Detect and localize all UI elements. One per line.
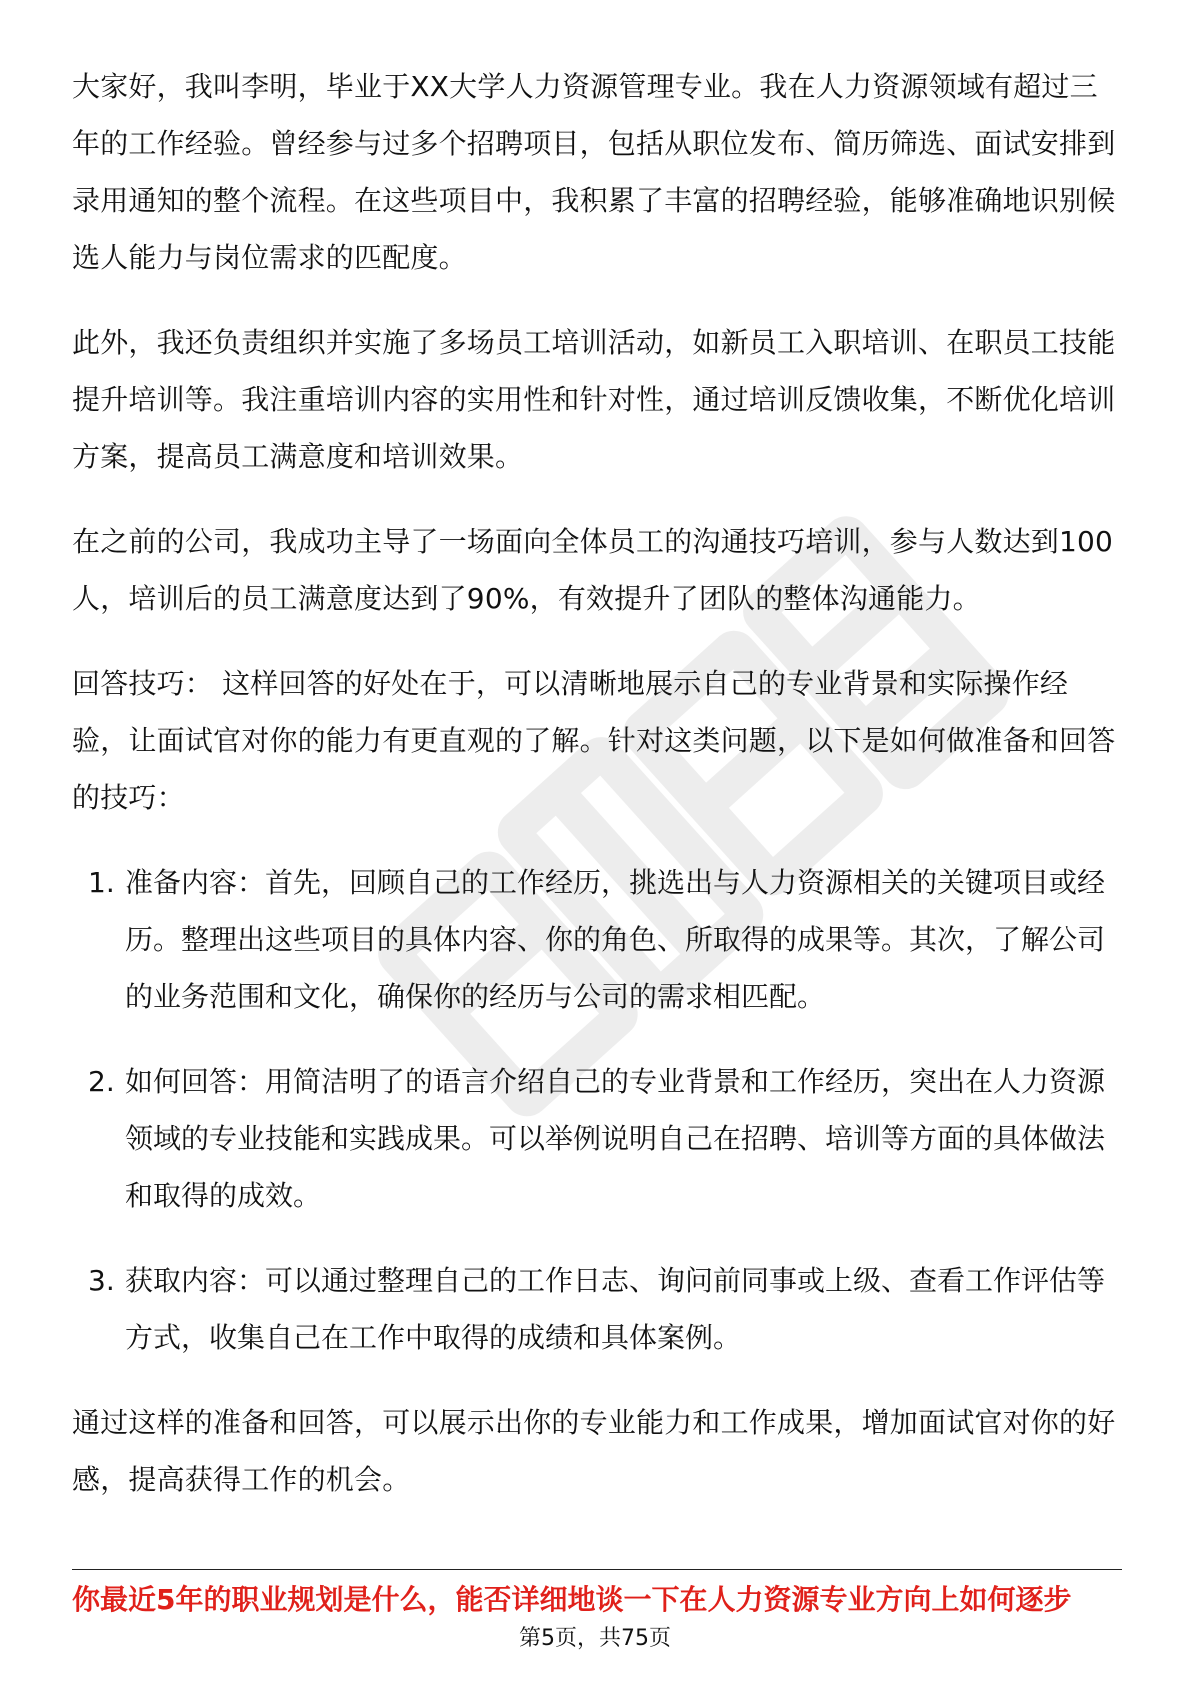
intro-paragraph: 大家好，我叫李明，毕业于XX大学人力资源管理专业。我在人力资源领域有超过三年的工作经验。曾经参与过多个招聘项目，包括从职位发布、简历筛选、面试安排到录用通知的整个流程。在这些项目中，我积累了丰富的招聘经验，能够准确地识别候选人能力与岗位需求的匹配度。 <box>72 70 1116 274</box>
answer-tips-paragraph: 回答技巧： 这样回答的好处在于，可以清晰地展示自己的专业背景和实际操作经验，让面试官对你的能力有更直观的了解。针对这类问题，以下是如何做准备和回答的技巧： <box>72 667 1116 814</box>
list-item <box>72 1053 1122 1224</box>
list-number: 1. <box>88 866 115 899</box>
document-body <box>72 58 1122 1536</box>
list-text: 准备内容：首先，回顾自己的工作经历，挑选出与人力资源相关的关键项目或经历。整理出这些项目的具体内容、你的角色、所取得的成果等。其次，了解公司的业务范围和文化，确保你的经历与公司的需求相匹配。 <box>125 866 1106 1013</box>
next-question-heading: 你最近5年的职业规划是什么，能否详细地谈一下在人力资源专业方向上如何逐步 <box>72 1583 1072 1616</box>
footer-divider <box>72 1569 1122 1570</box>
list-text: 如何回答：用简洁明了的语言介绍自己的专业背景和工作经历，突出在人力资源领域的专业技能和实践成果。可以举例说明自己在招聘、培训等方面的具体做法和取得的成效。 <box>125 1065 1106 1212</box>
list-item <box>72 1252 1122 1366</box>
list-item <box>72 854 1122 1025</box>
list-number: 2. <box>88 1065 115 1098</box>
training-paragraph: 此外，我还负责组织并实施了多场员工培训活动，如新员工入职培训、在职员工技能提升培训等。我注重培训内容的实用性和针对性，通过培训反馈收集，不断优化培训方案，提高员工满意度和培训效果。 <box>72 326 1116 473</box>
page-number: 第5页，共75页 <box>519 1626 671 1651</box>
list-number: 3. <box>88 1264 115 1297</box>
list-text: 获取内容：可以通过整理自己的工作日志、询问前同事或上级、查看工作评估等方式，收集自己在工作中取得的成绩和具体案例。 <box>125 1264 1106 1354</box>
closing-paragraph: 通过这样的准备和回答，可以展示出你的专业能力和工作成果，增加面试官对你的好感，提高获得工作的机会。 <box>72 1406 1116 1496</box>
achievement-paragraph: 在之前的公司，我成功主导了一场面向全体员工的沟通技巧培训，参与人数达到100人，培训后的员工满意度达到了90%，有效提升了团队的整体沟通能力。 <box>72 525 1114 615</box>
